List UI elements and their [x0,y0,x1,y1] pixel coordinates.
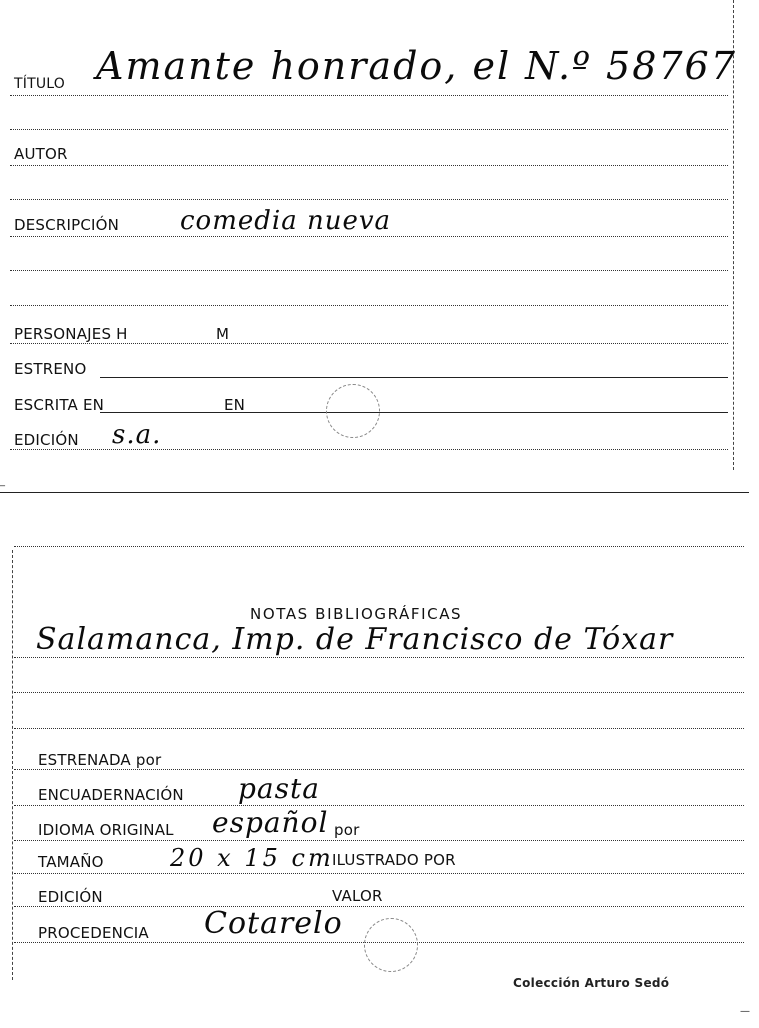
collection-stamp: Colección Arturo Sedó [513,976,670,990]
titulo-label: TÍTULO [14,76,65,92]
procedencia-value: Cotarelo [204,906,343,941]
idioma-line [14,840,744,841]
descripcion-label: DESCRIPCIÓN [14,216,120,234]
card-divider [0,492,749,493]
procedencia-label: PROCEDENCIA [38,924,149,942]
rule-line [10,305,728,306]
rule-line [14,692,744,693]
autor-label: AUTOR [14,145,68,163]
personajes-line [10,343,728,344]
card-left-edge [12,550,13,980]
edicion-back-label: EDICIÓN [38,888,103,906]
titulo-value: Amante honrado, el N.º 58767 [96,44,737,88]
estrenada-line [14,769,744,770]
estreno-line [100,377,728,378]
escrita-en2-label: EN [224,396,246,414]
encuadernacion-line [14,805,744,806]
notas-label: NOTAS BIBLIOGRÁFICAS [250,605,463,623]
escrita-line [100,412,728,413]
rule-line [10,270,728,271]
idioma-value: español [212,806,329,839]
edicion-value: s.a. [112,420,162,450]
tamano-label: TAMAÑO [38,853,104,871]
estreno-label: ESTRENO [14,360,87,378]
rule-line [10,199,728,200]
rule-line [14,728,744,729]
catalog-card-front [0,0,759,492]
encuadernacion-value: pasta [238,772,320,805]
tamano-value: 20 x 15 cm [170,844,334,872]
autor-line [10,165,728,166]
descripcion-value: comedia nueva [180,206,392,236]
notas-line [14,657,744,658]
catalog-card-back [0,540,759,1028]
encuadernacion-label: ENCUADERNACIÓN [38,786,184,804]
valor-label: VALOR [332,887,383,905]
punch-hole [364,918,418,972]
edicion-label: EDICIÓN [14,431,79,449]
escrita-label: ESCRITA EN [14,396,105,414]
rule-line [10,129,728,130]
personajes-label: PERSONAJES H [14,325,128,343]
ilustrado-label: ILUSTRADO POR [332,851,456,869]
notas-value: Salamanca, Imp. de Francisco de Tóxar [36,622,674,657]
top-rule-line [14,546,744,547]
personajes-m-label: M [216,325,230,343]
idioma-label: IDIOMA ORIGINAL [38,821,174,839]
descripcion-line [10,236,728,237]
card-corner-mark: — [740,1006,750,1017]
edicion-back-line [14,906,744,907]
titulo-line [10,95,728,96]
tamano-line [14,873,744,874]
edicion-line [10,449,728,450]
punch-hole [326,384,380,438]
card-notch-mark: _ [0,476,5,487]
idioma-por-label: por [334,821,360,839]
estrenada-label: ESTRENADA por [38,751,162,769]
